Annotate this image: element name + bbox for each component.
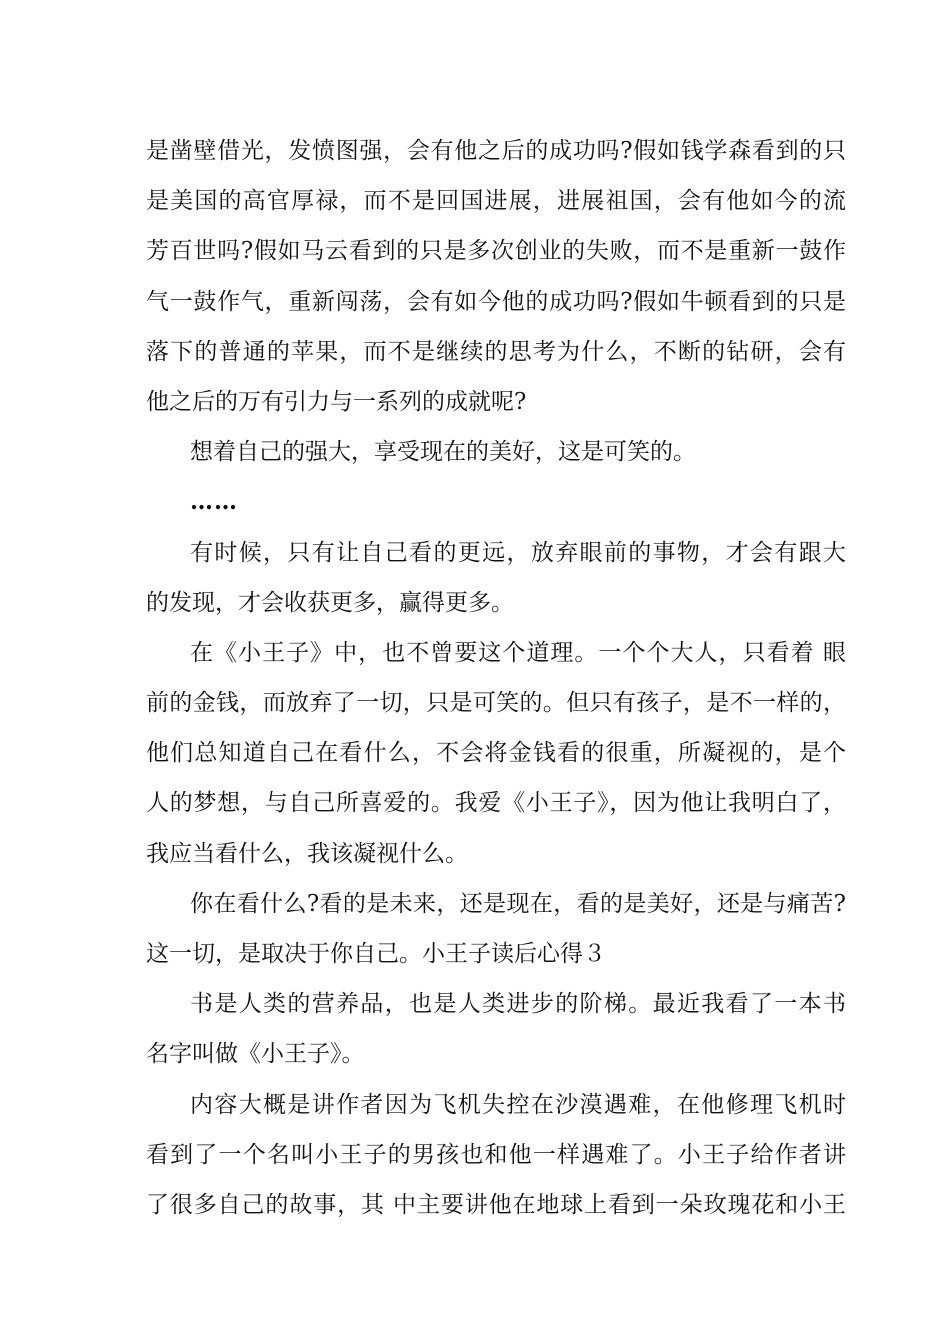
text-line: 看到了一个名叫小王子的男孩也和他一样遇难了。小王子给作者讲 (146, 1141, 846, 1168)
text-line: 想着自己的强大，享受现在的美好，这是可笑的。 (190, 439, 696, 466)
text-line: 前的金钱，而放弃了一切，只是可笑的。但只有孩子，是不一样的， (146, 690, 846, 717)
text-line: 芳百世吗?假如马云看到的只是多次创业的失败，而不是重新一鼓作 (146, 238, 846, 265)
text-line: 他们总知道自己在看什么，不会将金钱看的很重，所凝视的，是个 (146, 740, 846, 767)
text-line: 气一鼓作气，重新闯荡，会有如今他的成功吗?假如牛顿看到的只是 (146, 288, 846, 315)
text-line: 书是人类的营养品，也是人类进步的阶梯。最近我看了一本书 (190, 991, 846, 1018)
text-line: 人的梦想，与自己所喜爱的。我爱《小王子》，因为他让我明白了， (146, 790, 846, 817)
ellipsis-separator: …… (190, 488, 238, 516)
text-line: 是美国的高官厚禄，而不是回国进展，进展祖国，会有他如今的流 (146, 188, 846, 215)
text-line: 我应当看什么，我该凝视什么。 (146, 840, 468, 867)
text-line: 落下的普通的苹果，而不是继续的思考为什么，不断的钻研，会有 (146, 338, 846, 365)
text-line: 是凿壁借光，发愤图强，会有他之后的成功吗?假如钱学森看到的只 (146, 138, 846, 164)
text-line: 内容大概是讲作者因为飞机失控在沙漠遇难，在他修理飞机时 (190, 1091, 846, 1118)
text-line: 他之后的万有引力与一系列的成就呢? (146, 388, 527, 415)
text-line: 名字叫做《小王子》。 (146, 1041, 365, 1068)
document-body (146, 126, 846, 1230)
text-line: 这一切，是取决于你自己。小王子读后心得３ (146, 941, 606, 967)
text-line: 在《小王子》中，也不曾要这个道理。一个个大人，只看着 眼 (190, 639, 846, 666)
text-line: 了很多自己的故事，其 中主要讲他在地球上看到一朵玫瑰花和小王 (146, 1191, 846, 1218)
text-line: 你在看什么?看的是未来，还是现在，看的是美好，还是与痛苦? (190, 890, 846, 917)
text-line: 有时候，只有让自己看的更远，放弃眼前的事物，才会有跟大 (190, 539, 846, 566)
text-line: 的发现，才会收获更多，赢得更多。 (146, 589, 514, 616)
